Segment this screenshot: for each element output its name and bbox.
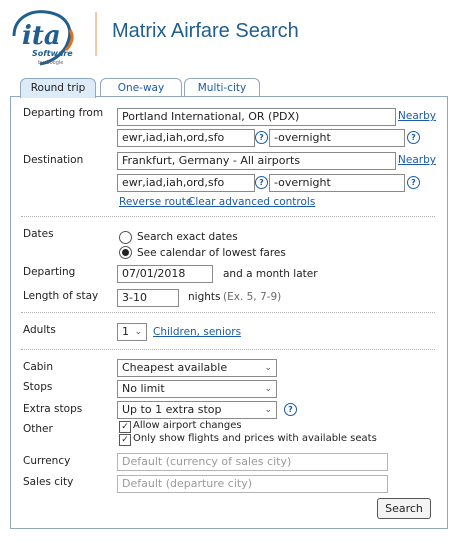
chevron-down-icon: ⌄	[264, 384, 272, 394]
other-label: Other	[23, 423, 53, 435]
radio-calendar[interactable]	[119, 246, 132, 259]
sales-city-label: Sales city	[23, 476, 74, 488]
adults-select[interactable]	[117, 323, 147, 341]
cabin-value: Cheapest available	[122, 361, 228, 374]
chevron-down-icon: ⌄	[134, 327, 142, 337]
departing-extension-input[interactable]: -overnight	[269, 129, 405, 147]
currency-input[interactable]: Default (currency of sales city)	[117, 453, 388, 471]
departing-date-input[interactable]: 07/01/2018	[117, 265, 213, 283]
clear-advanced-link[interactable]: Clear advanced controls	[188, 196, 316, 208]
page-title: Matrix Airfare Search	[112, 20, 299, 42]
dates-label: Dates	[23, 228, 54, 240]
destination-extension-input[interactable]: -overnight	[269, 174, 405, 192]
extra-stops-help-icon[interactable]: ?	[284, 403, 297, 416]
extension-help-icon-2[interactable]: ?	[407, 176, 420, 189]
chevron-down-icon: ⌄	[264, 405, 272, 415]
header-divider	[95, 12, 97, 56]
destination-nearby-link[interactable]: Nearby	[398, 154, 436, 166]
cabin-select[interactable]	[117, 359, 277, 377]
currency-label: Currency	[23, 455, 71, 467]
extra-stops-select[interactable]	[117, 401, 277, 419]
separator	[21, 216, 435, 217]
sales-city-input[interactable]: Default (departure city)	[117, 475, 388, 493]
routing-help-icon[interactable]: ?	[255, 131, 268, 144]
length-of-stay-label: Length of stay	[23, 290, 99, 302]
stops-label: Stops	[23, 381, 53, 393]
departing-from-label: Departing from	[23, 107, 104, 119]
tab-round-trip[interactable]: Round trip	[20, 78, 96, 98]
length-of-stay-input[interactable]: 3-10	[117, 289, 179, 307]
logo-by: by Google	[38, 60, 64, 66]
stops-value: No limit	[122, 382, 165, 395]
departing-routing-input[interactable]: ewr,iad,iah,ord,sfo	[117, 129, 255, 147]
departing-airport-input[interactable]: Portland International, OR (PDX)	[117, 108, 396, 126]
calendar-label: See calendar of lowest fares	[137, 247, 286, 259]
checkbox-airport-changes[interactable]: ✓	[119, 421, 131, 433]
destination-airport-input[interactable]: Frankfurt, Germany - All airports	[117, 152, 396, 170]
adults-value: 1	[122, 325, 129, 338]
extension-help-icon[interactable]: ?	[407, 131, 420, 144]
tab-one-way[interactable]: One-way	[100, 78, 182, 97]
search-form-panel	[10, 96, 448, 529]
logo-text: ita	[22, 21, 61, 51]
nights-label: nights	[188, 291, 221, 303]
stops-select[interactable]	[117, 380, 277, 398]
tab-multi-city[interactable]: Multi-city	[184, 78, 260, 97]
routing-help-icon-2[interactable]: ?	[255, 176, 268, 189]
destination-label: Destination	[23, 154, 84, 166]
chevron-down-icon: ⌄	[264, 363, 272, 373]
departing-date-label: Departing	[23, 266, 76, 278]
reverse-route-link[interactable]: Reverse route	[119, 196, 193, 208]
available-seats-label: Only show flights and prices with available seats	[133, 433, 377, 444]
destination-routing-input[interactable]: ewr,iad,iah,ord,sfo	[117, 174, 255, 192]
airport-changes-label: Allow airport changes	[133, 420, 242, 431]
separator	[21, 312, 435, 313]
stay-hint: (Ex. 5, 7-9)	[223, 291, 282, 303]
logo-sub: Software	[32, 49, 73, 58]
departing-nearby-link[interactable]: Nearby	[398, 110, 436, 122]
search-button[interactable]: Search	[377, 498, 431, 519]
extra-stops-value: Up to 1 extra stop	[122, 403, 222, 416]
radio-exact-dates[interactable]	[119, 231, 132, 244]
departing-date-suffix: and a month later	[223, 268, 318, 280]
adults-label: Adults	[23, 324, 56, 336]
cabin-label: Cabin	[23, 361, 54, 373]
separator	[21, 349, 435, 350]
extra-stops-label: Extra stops	[23, 403, 83, 415]
children-seniors-link[interactable]: Children, seniors	[153, 326, 242, 338]
exact-dates-label: Search exact dates	[137, 231, 238, 243]
header	[0, 0, 462, 78]
ita-logo-icon	[8, 6, 78, 68]
checkbox-available-seats[interactable]: ✓	[119, 434, 131, 446]
